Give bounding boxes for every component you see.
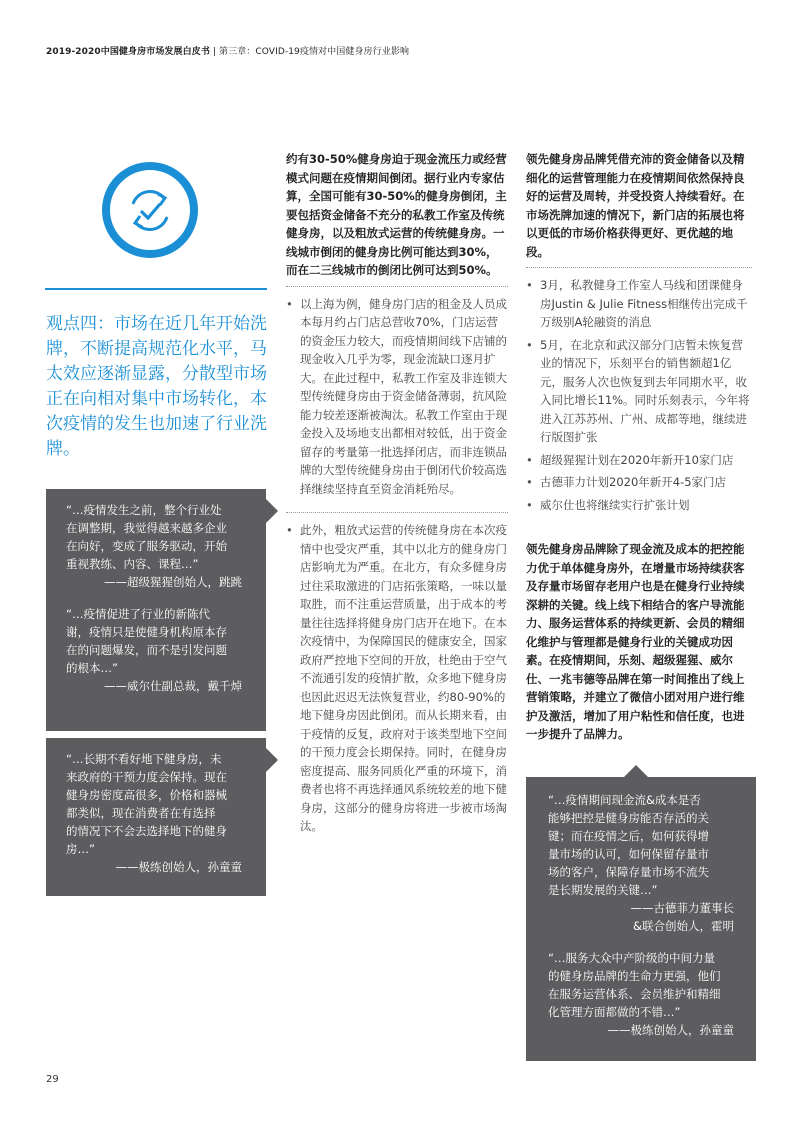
list-item: • 超级猩猩计划在2020年新开10家门店 [526,451,752,470]
dotted-divider [286,286,508,287]
quote-box-left-1 [46,489,266,731]
quote-attribution: ——极练创始人，孙童童 [607,1023,734,1037]
quote-attribution: ——极练创始人，孙童童 [115,860,242,874]
list-item: • 3月，私教健身工作室人马线和团课健身房Justin & Julie Fitness相继传出完成千万级别A轮融资的消息 [526,276,752,332]
callout-pointer [624,765,648,777]
refresh-check-icon [100,160,200,260]
list-item: • 古德菲力计划2020年新开4-5家门店 [526,473,752,492]
bullet-list [526,276,752,514]
callout-pointer [266,748,278,772]
callout-pointer [266,499,278,523]
list-item: • 以上海为例，健身房门店的租金及人员成本每月约占门店总营收70%，门店运营的资金压力较大，而疫情期间线下店铺的现金收入几乎为零，现金流缺口逐月扩大。在此过程中，私教工作室及非连锁大型传统健身房由于资金储备薄弱，抗风险能力较差逐渐被淘汰。私教工作室由于现金投入及场地支出都相对较低，出于资金留存的考量第一批选择闭店，而非连锁品牌的大型传统健身房由于倒闭代价较高选择继续坚持直至资金消耗殆尽。 [286,295,508,499]
report-title: 2019-2020中国健身房市场发展白皮书 [46,47,210,57]
section-paragraph: 领先健身房品牌除了现金流及成本的把控能力优于单体健身房外，在增量市场持续获客及存量市场留存老用户也是在健身行业持续深耕的关键。线上线下相结合的客户导流能力、服务运营体系的持续更新、会员的精细化维护与管理都是健身行业的关键成功因素。在疫情期间，乐刻、超级猩猩、威尔仕、一兆韦德等品牌在第一时间推出了线上营销策略，并建立了微信小团对用户进行维护及激活，增加了用户粘性和信任度，也进一步提升了品牌力。 [526,542,745,741]
quote-text: “…疫情期间现金流&成本是否 能够把控是健身房能否存活的关 键；而在疫情之后，如何获得增 量市场的认可，如何保留存量市 场的客户，保障存量市场不流失 是长期发展的关键…” [548,793,709,897]
quote-text: “…疫情促进了行业的新陈代 谢，疫情只是使健身机构原本存 在的问题爆发，而不是引发问题 的根本…” [66,607,227,675]
list-item: • 5月，在北京和武汉部分门店暂未恢复营业的情况下，乐刻平台的销售额超1亿元，服务人次也恢复到去年同期水平，收入同比增长11%。同时乐刻表示，今年将进入江苏苏州、广州、成都等地，继续进行版图扩张 [526,336,752,447]
quote-attribution: ——威尔仕副总裁，戴千焯 [104,679,242,693]
dotted-divider [526,267,752,268]
quote-box-right [526,777,756,1061]
list-item: • 威尔仕也将继续实行扩张计划 [526,496,752,515]
quote-text: “…服务大众中产阶级的中间力量 的健身房品牌的生命力更强，他们 在服务运营体系、会员维护和精细 化管理方面都做的不错…” [548,951,721,1019]
quote-text: “…疫情发生之前，整个行业处 在调整期，我觉得越来越多企业 在向好，变成了服务驱动，开始 重视教练、内容、课程…” [66,503,227,571]
dotted-divider [286,512,508,513]
section-intro: 约有30-50%健身房迫于现金流压力或经营模式问题在疫情期间倒闭。据行业内专家估算，全国可能有30-50%的健身房倒闭，主要包括资金储备不充分的私教工作室及传统健身房，以及粗放式运营的传统健身房。一线城市倒闭的健身房比例可能达到30%，而在二三线城市的倒闭比例可达到50%。 [286,152,507,277]
column-middle [286,150,508,836]
quote-attribution: ——超级猩猩创始人，跳跳 [104,575,242,589]
bullet-list [286,521,508,836]
viewpoint-heading: 观点四：市场在近几年开始洗牌，不断提高规范化水平，马太效应逐渐显露，分散型市场正在向相对集中市场转化，本次疫情的发生也加速了行业洗牌。 [46,314,267,459]
section-divider [45,288,267,290]
header-separator: | [209,47,219,57]
chapter-title: 第三章：COVID-19疫情对中国健身房行业影响 [219,47,410,57]
quote-text: “…长期不看好地下健身房，未 来政府的干预力度会保持。现在 健身房密度高很多，价格和器械 都类似，现在消费者在有选择 的情况下不会去选择地下的健身 房…” [66,752,227,856]
running-header [46,44,409,57]
list-item: • 此外，粗放式运营的传统健身房在本次疫情中也受灾严重，其中以北方的健身房门店影响尤为严重。在北方，有众多健身房过往采取激进的门店拓张策略，一味以量取胜，而不注重运营质量，出于成本的考量往往选择将健身房门店开在地下。在本次疫情中，为保障国民的健康安全，国家政府严控地下空间的开放，杜绝由于空气不流通引发的疫情扩散，众多地下健身房也因此迟迟无法恢复营业，约80-90%的地下健身房因此倒闭。而从长期来看，由于疫情的反复，政府对于该类型地下空间的干预力度会长期保持。同时，在健身房密度提高、服务同质化严重的环境下，消费者也将不再选择通风系统较差的地下健身房，这部分的健身房将进一步被市场淘汰。 [286,521,508,836]
quote-attribution: ——古德菲力董事长 &联合创始人，霍明 [630,901,734,933]
quote-box-left-2 [46,738,266,896]
section-intro: 领先健身房品牌凭借充沛的资金储备以及精细化的运营管理能力在疫情期间依然保持良好的运营及周转，并受投资人持续看好。在市场洗牌加速的情况下，新门店的拓展也将以更低的市场价格获得更好、更优越的地段。 [526,152,745,259]
page-number: 29 [46,1074,59,1085]
column-right [526,150,752,744]
bullet-list [286,295,508,499]
